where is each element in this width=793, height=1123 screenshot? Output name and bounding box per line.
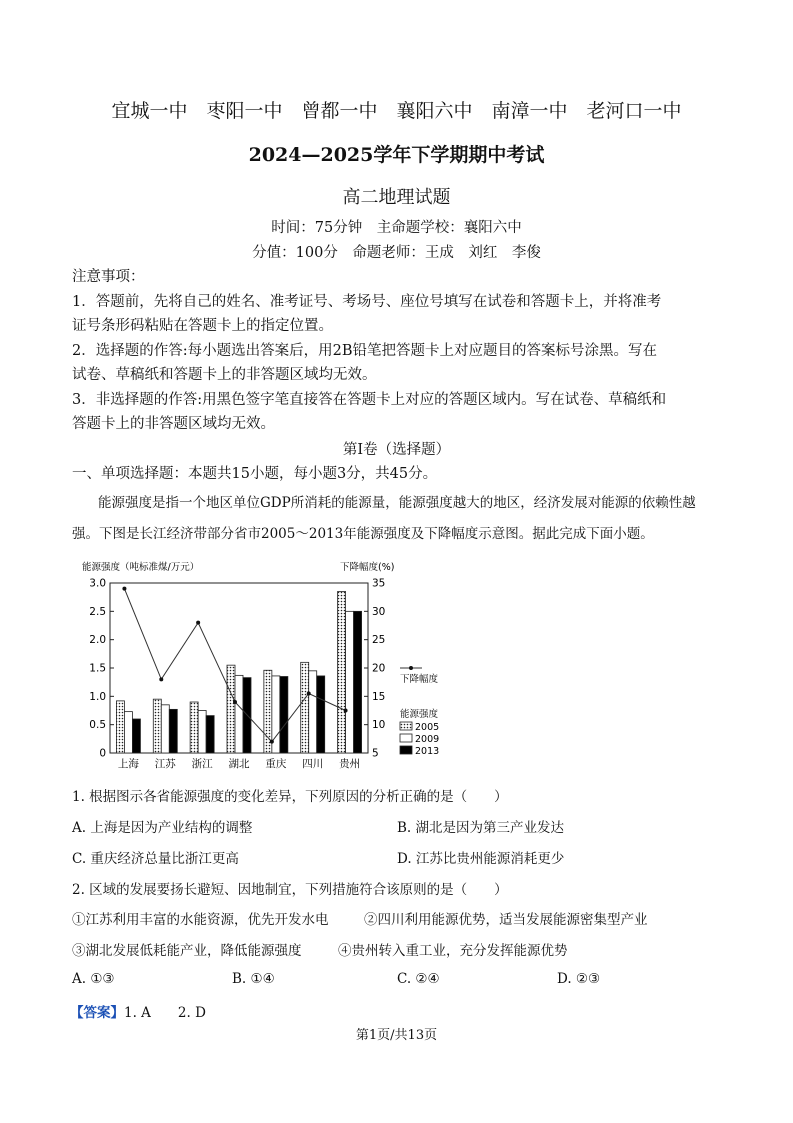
bar-2013-上海 [132, 719, 140, 753]
right-tick-label: 5 [372, 747, 379, 760]
bar-2005-湖北 [227, 665, 235, 753]
decline-point [159, 677, 163, 681]
notice-line: 答题卡上的非答题区域均无效。 [72, 416, 275, 432]
exam-title: 2024—2025学年下学期期中考试 [248, 144, 545, 166]
notice-heading: 注意事项： [72, 269, 145, 285]
exam-info-time: 时间：75分钟 主命题学校：襄阳六中 [271, 220, 522, 236]
subject-title: 高二地理试题 [342, 187, 451, 208]
question-1-option-d: D. 江苏比贵州能源消耗更少 [397, 851, 565, 867]
legend-swatch-2009 [400, 734, 412, 742]
bar-2009-上海 [124, 712, 132, 753]
category-label: 湖北 [228, 758, 250, 770]
question-2-stem: 2. 区域的发展要扬长避短、因地制宜，下列措施符合该原则的是（ ） [72, 882, 508, 898]
section-instructions: 一、单项选择题：本题共15小题，每小题3分，共45分。 [72, 466, 438, 482]
bar-2009-浙江 [198, 711, 206, 754]
category-label: 四川 [302, 758, 324, 770]
legend-line-marker [409, 666, 413, 670]
bar-2005-上海 [116, 701, 124, 753]
bar-2005-江苏 [153, 699, 161, 753]
passage-line: 强。下图是长江经济带部分省市2005～2013年能源强度及下降幅度示意图。据此完成下面小题。 [72, 526, 654, 542]
answer-tag: 【答案】 [70, 1005, 124, 1021]
bar-2005-四川 [301, 662, 309, 753]
decline-point [307, 692, 311, 696]
bar-2009-湖北 [235, 675, 243, 753]
right-tick-label: 25 [372, 634, 386, 647]
question-2-option-c: C. ②④ [397, 971, 440, 987]
question-2-option-b: B. ①④ [232, 971, 275, 987]
bar-2005-贵州 [338, 592, 346, 754]
question-2-statement: ①江苏利用丰富的水能资源，优先开发水电 [72, 912, 329, 928]
legend-title: 能源强度 [400, 709, 439, 720]
left-axis-label: 能源强度（吨标准煤/万元） [82, 562, 200, 573]
left-tick-label: 0 [99, 747, 106, 760]
answer-text: 1. A 2. D [124, 1005, 206, 1021]
notice-line: 3．非选择题的作答:用黑色签字笔直接答在答题卡上对应的答题区域内。写在试卷、草稿纸和 [72, 392, 667, 408]
category-label: 浙江 [191, 758, 213, 770]
category-label: 贵州 [339, 758, 361, 770]
category-label: 江苏 [154, 758, 176, 770]
exam-info-score: 分值：100分 命题老师：王成 刘红 李俊 [252, 245, 541, 261]
question-2-option-a: A. ①③ [72, 971, 115, 987]
bar-2009-四川 [309, 671, 317, 753]
right-tick-label: 10 [372, 719, 386, 732]
notice-line: 2．选择题的作答:每小题选出答案后，用2B铅笔把答题卡上对应题目的答案标号涂黑。写在 [72, 343, 657, 359]
right-axis-label: 下降幅度(%) [340, 562, 395, 573]
question-2-option-d: D. ②③ [557, 971, 601, 987]
bar-2013-重庆 [280, 677, 288, 754]
right-tick-label: 35 [372, 577, 386, 590]
legend-line-label: 下降幅度 [400, 674, 439, 685]
decline-point [122, 587, 126, 591]
left-tick-label: 1.0 [89, 690, 106, 703]
page-number: 第1页/共13页 [355, 1028, 438, 1043]
category-label: 重庆 [265, 758, 287, 770]
question-1-stem: 1. 根据图示各省能源强度的变化差异，下列原因的分析正确的是（ ） [72, 789, 508, 805]
notice-line: 证号条形码粘贴在答题卡上的指定位置。 [72, 318, 333, 334]
decline-point [233, 700, 237, 704]
bar-2013-江苏 [169, 709, 177, 753]
question-1-option-c: C. 重庆经济总量比浙江更高 [72, 851, 239, 867]
left-tick-label: 0.5 [89, 719, 106, 732]
decline-point [196, 621, 200, 625]
bar-2009-江苏 [161, 705, 169, 753]
question-2-statement: ④贵州转入重工业，充分发挥能源优势 [338, 943, 568, 959]
passage-line: 能源强度是指一个地区单位GDP所消耗的能源量，能源强度越大的地区，经济发展对能源的依赖性越 [98, 495, 696, 511]
left-tick-label: 2.0 [89, 634, 106, 647]
bar-2009-贵州 [346, 611, 354, 753]
school-list: 宜城一中 枣阳一中 曾都一中 襄阳六中 南漳一中 老河口一中 [111, 100, 682, 122]
left-tick-label: 3.0 [89, 577, 106, 590]
right-tick-label: 20 [372, 662, 386, 675]
bar-2013-四川 [317, 676, 325, 753]
answer-line [70, 1001, 206, 1021]
notice-line: 试卷、草稿纸和答题卡上的非答题区域均无效。 [72, 367, 377, 383]
right-tick-label: 15 [372, 690, 386, 703]
decline-point [344, 709, 348, 713]
bar-2005-浙江 [190, 702, 198, 753]
category-label: 上海 [117, 758, 139, 770]
left-tick-label: 1.5 [89, 662, 106, 675]
left-tick-label: 2.5 [89, 605, 106, 618]
question-1-option-b: B. 湖北是因为第三产业发达 [397, 820, 565, 836]
legend-swatch-2005 [400, 722, 412, 730]
chart-svg [82, 558, 452, 772]
decline-point [270, 740, 274, 744]
bar-2013-浙江 [206, 716, 214, 753]
section-title: 第Ⅰ卷（选择题） [342, 442, 451, 458]
legend-swatch-2013 [400, 746, 412, 754]
question-2-statement: ②四川利用能源优势，适当发展能源密集型产业 [364, 912, 648, 928]
question-2-statement: ③湖北发展低耗能产业，降低能源强度 [72, 943, 302, 959]
legend-label-2009: 2009 [415, 734, 440, 745]
right-tick-label: 30 [372, 605, 386, 618]
legend-label-2005: 2005 [415, 722, 440, 733]
legend-label-2013: 2013 [415, 746, 440, 757]
question-1-option-a: A. 上海是因为产业结构的调整 [72, 820, 253, 836]
bar-2013-贵州 [354, 611, 362, 753]
energy-intensity-chart [82, 558, 452, 772]
notice-line: 1．答题前，先将自己的姓名、准考证号、考场号、座位号填写在试卷和答题卡上，并将准考 [72, 294, 662, 310]
